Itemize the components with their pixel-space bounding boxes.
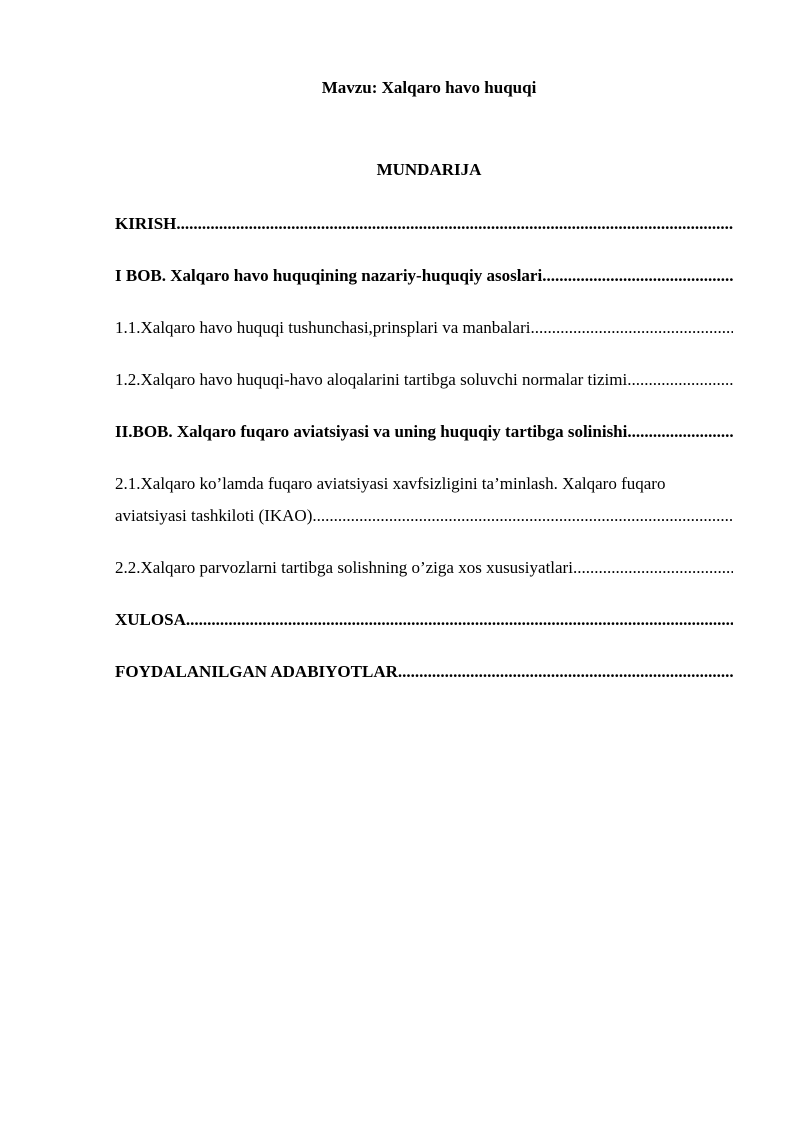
toc-entry-text: 2.2.Xalqaro parvozlarni tartibga solishning o’ziga xos xususiyatlari — [115, 558, 573, 577]
toc-entry-1-1 — [115, 312, 733, 344]
toc-entry-text: I BOB. Xalqaro havo huquqining nazariy-huquqiy asoslari — [115, 266, 543, 285]
toc-leader-dots — [398, 656, 733, 688]
toc-entry-text: FOYDALANILGAN ADABIYOTLAR — [115, 662, 398, 681]
toc-entry-text-line2: aviatsiyasi tashkiloti (IKAO) — [115, 506, 313, 525]
toc-leader-dots — [312, 500, 733, 532]
toc-entry-text: XULOSA — [115, 610, 186, 629]
toc-entry-references — [115, 656, 733, 688]
toc-entry-text: II.BOB. Xalqaro fuqaro aviatsiyasi va uning huquqiy tartibga solinishi — [115, 422, 628, 441]
toc-leader-dots — [627, 364, 733, 396]
toc-entry-xulosa — [115, 604, 733, 636]
toc-leader-dots — [186, 604, 733, 636]
toc-heading: MUNDARIJA — [376, 160, 482, 179]
toc-entry-chapter-2 — [115, 416, 733, 448]
toc-entry-1-2 — [115, 364, 733, 396]
toc-entry-2-2 — [115, 552, 733, 584]
table-of-contents — [115, 208, 733, 708]
document-topic: Mavzu: Xalqaro havo huquqi — [321, 78, 537, 97]
toc-entry-text: 1.1.Xalqaro havo huquqi tushunchasi,prinsplari va manbalari — [115, 318, 531, 337]
toc-leader-dots — [176, 208, 733, 240]
toc-leader-dots — [627, 416, 733, 448]
toc-entry-chapter-1 — [115, 260, 733, 292]
toc-entry-text: KIRISH — [115, 214, 177, 233]
toc-entry-kirish — [115, 208, 733, 240]
toc-entry-text-line1: 2.1.Xalqaro ko’lamda fuqaro aviatsiyasi xavfsizligini ta’minlash. Xalqaro fuqaro — [115, 474, 666, 493]
toc-leader-dots — [573, 552, 733, 584]
toc-leader-dots — [542, 260, 733, 292]
toc-entry-text: 1.2.Xalqaro havo huquqi-havo aloqalarini tartibga soluvchi normalar tizimi — [115, 370, 628, 389]
toc-leader-dots — [530, 312, 733, 344]
toc-entry-2-1 — [115, 468, 733, 532]
